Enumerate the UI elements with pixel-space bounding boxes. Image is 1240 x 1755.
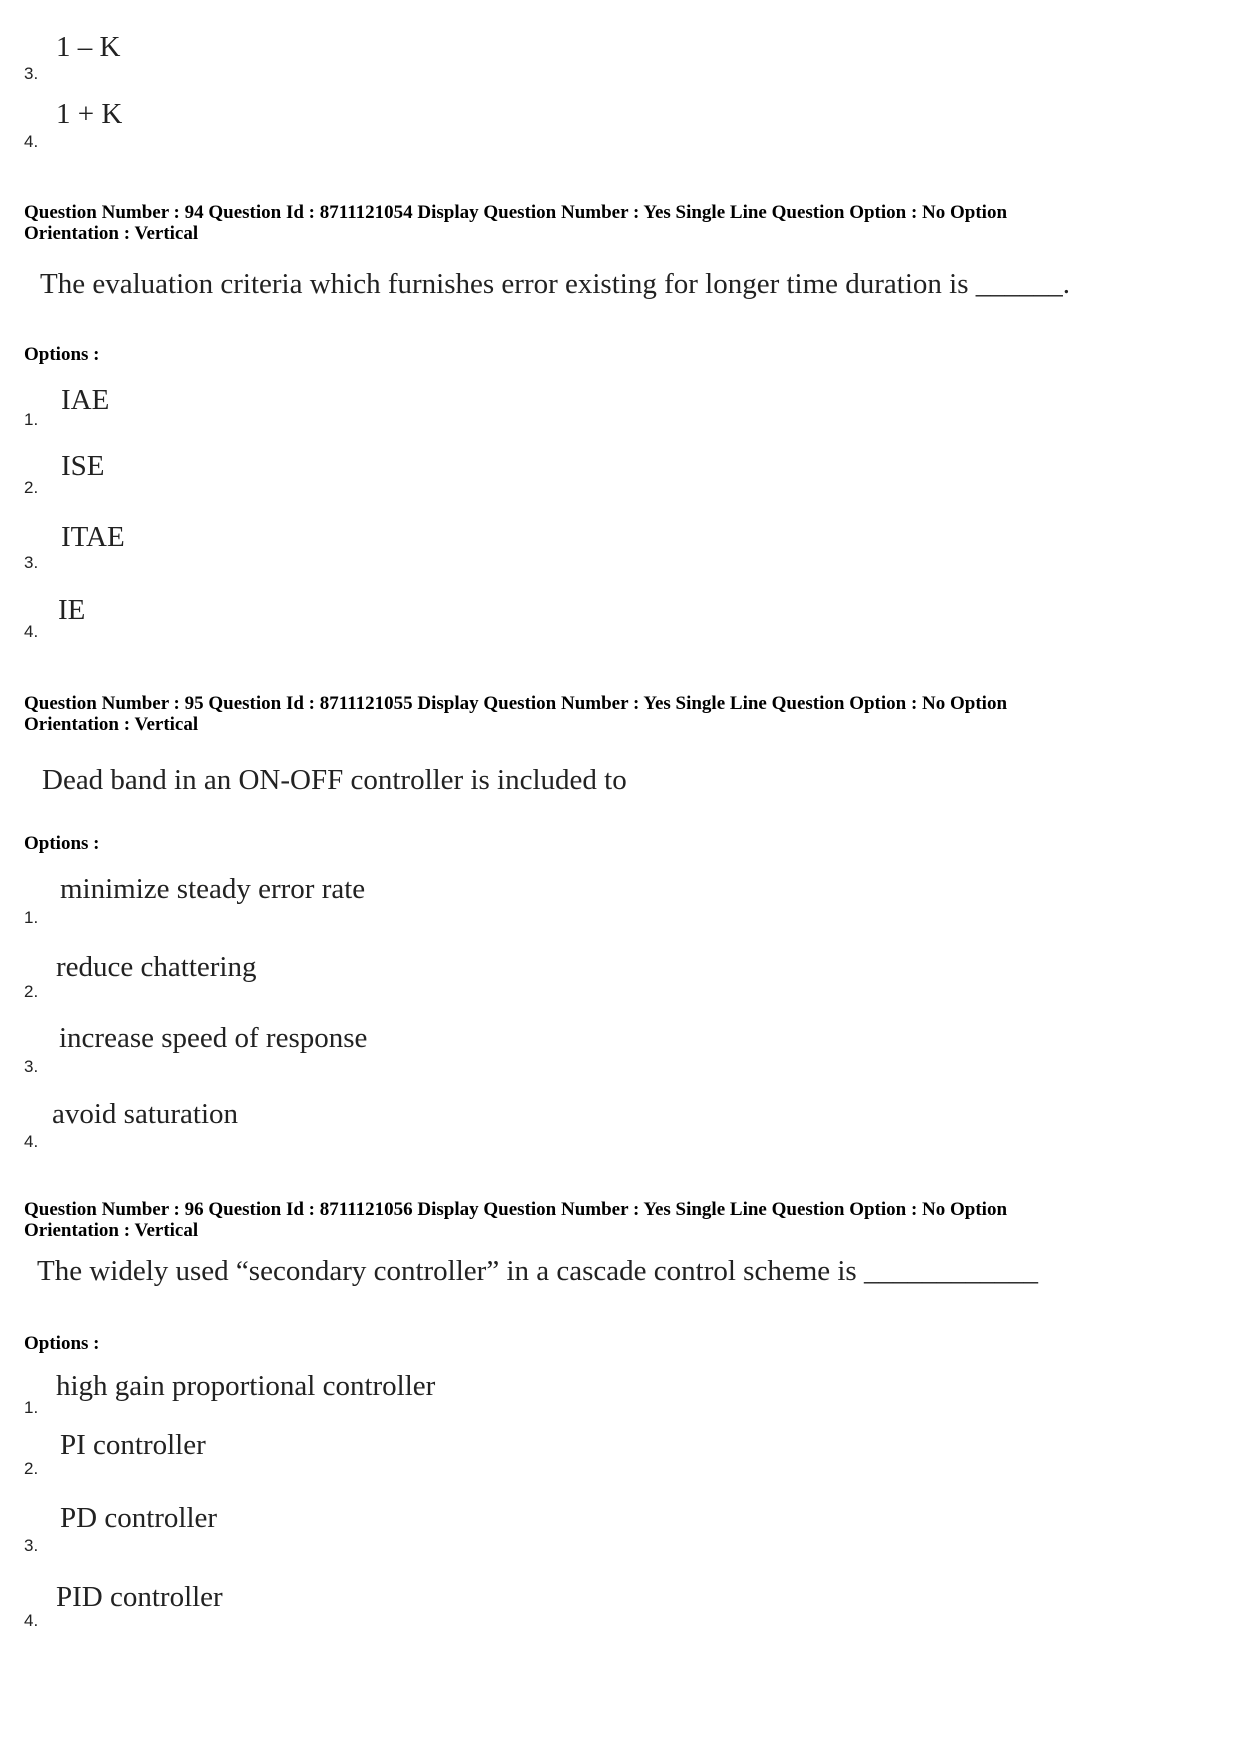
option-number: 1. xyxy=(24,908,39,927)
options-label: Options : xyxy=(24,833,100,854)
question-text: Dead band in an ON-OFF controller is included to xyxy=(42,764,627,796)
option-text: increase speed of response xyxy=(59,1022,368,1054)
option-number: 2. xyxy=(24,982,39,1001)
options-label: Options : xyxy=(24,1333,100,1354)
option-number: 1. xyxy=(24,1398,39,1417)
question-meta-line1: Question Number : 94 Question Id : 8711121054 Display Question Number : Yes Single Line Question Option : No Option xyxy=(24,202,1008,223)
option-text: avoid saturation xyxy=(52,1098,239,1130)
option-number: 3. xyxy=(24,64,39,83)
option-text: IE xyxy=(58,594,86,626)
option-text: ISE xyxy=(61,450,105,482)
option-number: 1. xyxy=(24,410,39,429)
option-text: reduce chattering xyxy=(56,951,257,983)
option-number: 4. xyxy=(24,1611,39,1630)
question-meta-line1: Question Number : 96 Question Id : 8711121056 Display Question Number : Yes Single Line Question Option : No Option xyxy=(24,1199,1008,1220)
question-text: The evaluation criteria which furnishes error existing for longer time duration is ______. xyxy=(40,268,1071,300)
option-number: 2. xyxy=(24,478,39,497)
option-text: 1 – K xyxy=(56,31,121,63)
option-number: 2. xyxy=(24,1459,39,1478)
question-meta-line2: Orientation : Vertical xyxy=(24,714,199,735)
question-meta-line1: Question Number : 95 Question Id : 8711121055 Display Question Number : Yes Single Line Question Option : No Option xyxy=(24,693,1008,714)
option-text: 1 + K xyxy=(56,98,123,130)
option-text: high gain proportional controller xyxy=(56,1370,436,1402)
option-text: PD controller xyxy=(60,1502,218,1534)
option-text: PID controller xyxy=(56,1581,223,1613)
question-meta xyxy=(24,202,1007,244)
option-number: 4. xyxy=(24,1132,39,1151)
option-text: minimize steady error rate xyxy=(60,873,366,905)
option-text: IAE xyxy=(61,384,110,416)
question-meta-line2: Orientation : Vertical xyxy=(24,223,199,244)
option-number: 3. xyxy=(24,1536,39,1555)
question-meta xyxy=(24,1199,1007,1241)
question-meta-line2: Orientation : Vertical xyxy=(24,1220,199,1241)
option-number: 4. xyxy=(24,622,39,641)
option-text: ITAE xyxy=(61,521,125,553)
option-number: 3. xyxy=(24,553,39,572)
option-number: 4. xyxy=(24,132,39,151)
question-meta xyxy=(24,693,1007,735)
question-text: The widely used “secondary controller” in a cascade control scheme is ____________ xyxy=(37,1255,1038,1287)
option-text: PI controller xyxy=(60,1429,206,1461)
option-number: 3. xyxy=(24,1057,39,1076)
options-label: Options : xyxy=(24,344,100,365)
